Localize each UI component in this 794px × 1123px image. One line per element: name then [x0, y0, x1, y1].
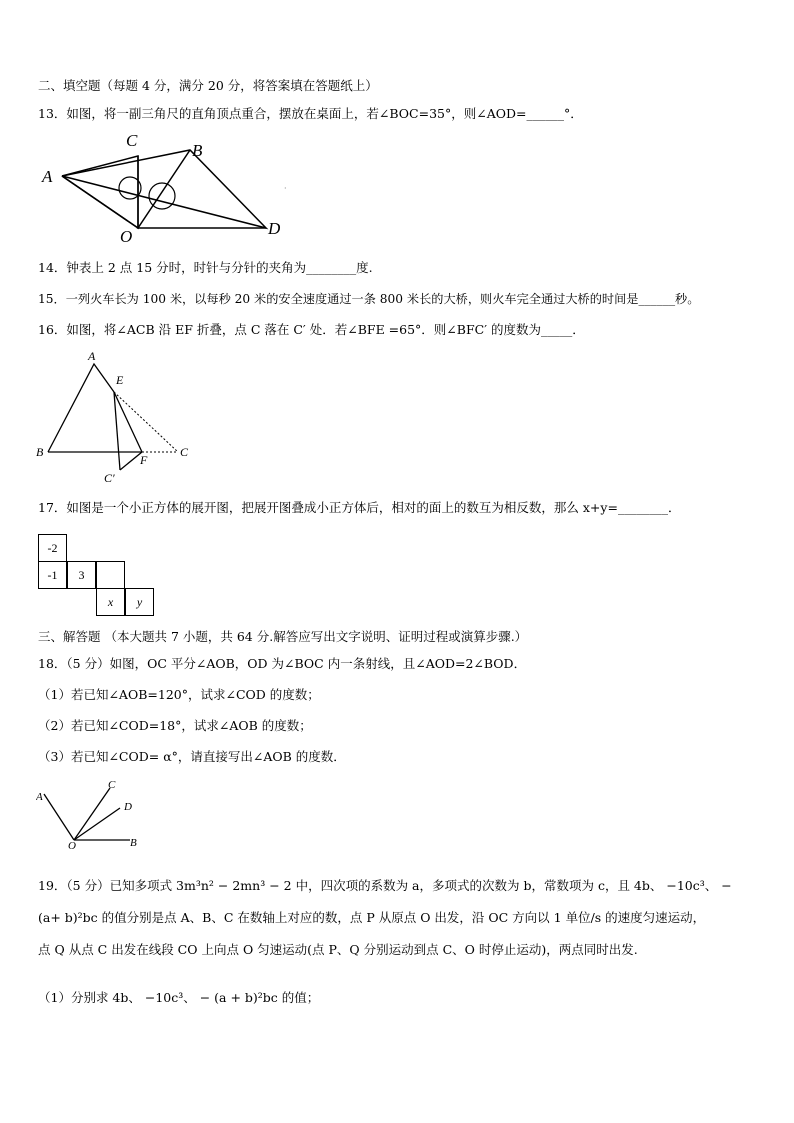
q19-line2: (a+ b)²bc 的值分别是点 A、B、C 在数轴上对应的数，点 P 从原点 O 出发，沿 OC 方向以 1 单位/s 的速度匀速运动，	[38, 910, 706, 925]
q16-label-f: F	[140, 453, 148, 467]
q13-label-d: D	[268, 219, 281, 238]
q16-label-c: C	[180, 445, 189, 459]
q19-part1: （1）分别求 4b、 −10c³、 − (a + b)²bc 的值；	[38, 990, 320, 1005]
q16-label-b: B	[36, 445, 44, 459]
q18-label-o: O	[68, 840, 76, 850]
q18-part2: （2）若已知∠COD=18°，试求∠AOB 的度数；	[38, 718, 312, 733]
q16-triangle	[48, 364, 114, 452]
q18-part3: （3）若已知∠COD= α°，请直接写出∠AOB 的度数．	[38, 749, 346, 764]
q13-text: 13．如图，将一副三角尺的直角顶点重合，摆放在桌面上，若∠BOC=35°，则∠AOD=______°．	[38, 106, 583, 121]
q15-text: 15．一列火车长为 100 米，以每秒 20 米的安全速度通过一条 800 米长的大桥，则火车完全通过大桥的时间是______秒。	[38, 292, 700, 306]
q13-label-b: B	[192, 141, 203, 160]
q19-line3: 点 Q 从点 C 出发在线段 CO 上向点 O 匀速运动(点 P、Q 分别运动到点 C、O 时停止运动)，两点同时出发.	[38, 942, 638, 957]
q18-label-c: C	[108, 779, 116, 791]
section3-heading: 三、解答题 （本大题共 7 小题，共 64 分.解答应写出文字说明、证明过程或演算步骤.）	[38, 629, 528, 644]
q18-stem: 18．（5 分）如图，OC 平分∠AOB，OD 为∠BOC 内一条射线，且∠AOD=2∠BOD．	[38, 656, 527, 671]
q16-figure	[36, 344, 206, 486]
q13-label-c: C	[126, 131, 138, 150]
net-cell: y	[125, 588, 154, 616]
net-cell: -1	[38, 561, 67, 589]
q13-label-o: O	[120, 227, 133, 246]
q16-text: 16．如图，将∠ACB 沿 EF 折叠，点 C 落在 C′ 处．若∠BFE =65°．则∠BFC′ 的度数为_____．	[38, 322, 585, 337]
q18-label-d: D	[124, 801, 132, 813]
q13-figure	[38, 128, 298, 246]
q18-part1: （1）若已知∠AOB=120°，试求∠COD 的度数；	[38, 687, 320, 702]
stray-dot: ·	[284, 184, 287, 193]
q14-text: 14．钟表上 2 点 15 分时，时针与分针的夹角为________度.	[38, 260, 373, 275]
net-cell	[96, 561, 125, 589]
q16-label-c-prime: C′	[104, 471, 115, 485]
q18-label-a: A	[36, 791, 43, 803]
cube-net	[38, 534, 158, 618]
q16-label-a: A	[88, 349, 96, 363]
q13-label-a: A	[42, 167, 53, 186]
section2-heading: 二、填空题（每题 4 分，满分 20 分，将答案填在答题纸上）	[38, 78, 378, 93]
q16-label-e: E	[116, 373, 124, 387]
q19-line1: 19．（5 分）已知多项式 3m³n² − 2mn³ − 2 中，四次项的系数为 a，多项式的次数为 b，常数项为 c，且 4b、 −10c³、 −	[38, 878, 732, 893]
net-cell: x	[96, 588, 125, 616]
net-cell: -2	[38, 534, 67, 562]
q17-text: 17．如图是一个小正方体的展开图，把展开图叠成小正方体后，相对的面上的数互为相反数，那么 x+y=________．	[38, 500, 681, 515]
net-cell: 3	[67, 561, 96, 589]
q13-circle-right	[149, 183, 175, 209]
q18-figure	[36, 776, 146, 850]
q18-label-b: B	[130, 837, 137, 849]
